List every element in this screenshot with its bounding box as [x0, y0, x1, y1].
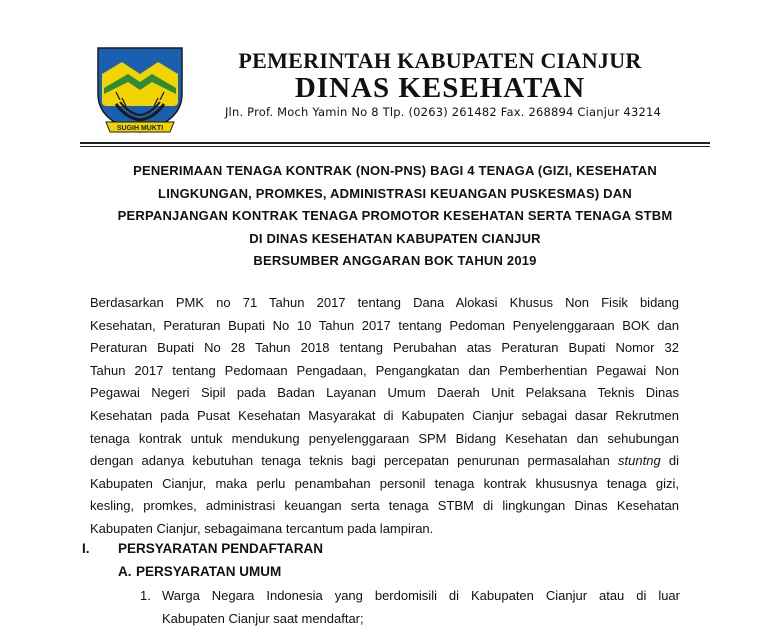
address-line: Jln. Prof. Moch Yamin No 8 Tlp. (0263) 261482 Fax. 268894 Cianjur 43214 — [224, 105, 662, 119]
section-heading — [82, 541, 323, 556]
letterhead-divider-thin — [80, 146, 710, 147]
list-item-line: Kabupaten Cianjur saat mendaftar; — [162, 610, 364, 626]
title-line: PENERIMAAN TENAGA KONTRAK (NON-PNS) BAGI 4 TENAGA (GIZI, KESEHATAN — [133, 163, 657, 178]
title-line: LINGKUNGAN, PROMKES, ADMINISTRASI KEUANGAN PUSKESMAS) DAN — [158, 185, 632, 201]
paragraph-line: Pegawai Negeri Sipil pada Badan Layanan Umum Daerah Unit Pelaksana Teknis Dinas — [90, 385, 679, 401]
paragraph-line: Kabupaten Cianjur, maka perlu penambahan personil tenaga kontrak khususnya tenaga gizi, — [90, 475, 679, 491]
organization-name: PEMERINTAH KABUPATEN CIANJUR — [238, 48, 642, 73]
italic-term: stuntng — [618, 453, 661, 469]
paragraph-line-tail: di — [668, 453, 679, 469]
subsection-heading — [118, 564, 281, 579]
paragraph-line: tenaga kontrak untuk mendukung penyelenggaraan SPM Bidang Kesehatan dan sehubungan — [90, 430, 679, 446]
title-line: PERPANJANGAN KONTRAK TENAGA PROMOTOR KESEHATAN SERTA TENAGA STBM — [117, 208, 673, 223]
paragraph-line: Peraturan Bupati No 28 Tahun 2018 tentang Perubahan atas Peraturan Bupati Nomor 32 — [90, 340, 679, 356]
title-line: BERSUMBER ANGGARAN BOK TAHUN 2019 — [253, 253, 537, 268]
department-name: DINAS KESEHATAN — [294, 72, 586, 104]
list-item — [140, 585, 680, 630]
paragraph-line: Kesehatan, Peraturan Bupati No 10 Tahun 2017 tentang Pedoman Penyelenggaraan BOK dan — [90, 317, 679, 333]
list-item-number: 1. — [140, 588, 151, 603]
document-title — [80, 160, 710, 273]
paragraph-line-with-italic — [90, 450, 679, 473]
paragraph-line: Kesehatan pada Pusat Kesehatan Masyarakat di Kabupaten Cianjur sebagai dasar Rekrutmen — [90, 407, 679, 423]
subsection-label: PERSYARATAN UMUM — [136, 564, 282, 579]
list-item-line: Warga Negara Indonesia yang berdomisili di Kabupaten Cianjur atau di luar — [162, 588, 680, 603]
paragraph-line: Berdasarkan PMK no 71 Tahun 2017 tentang Dana Alokasi Khusus Non Fisik bidang — [90, 295, 679, 310]
section-number: I. — [82, 541, 90, 556]
logo-motto-text: SUGIH MUKTI — [116, 125, 164, 132]
section-label: PERSYARATAN PENDAFTARAN — [118, 541, 324, 556]
subsection-number: A. — [118, 564, 132, 579]
paragraph-line-text: dengan adanya kebutuhan tenaga teknis bagi percepatan penurunan permasalahan — [90, 453, 610, 469]
title-line: DI DINAS KESEHATAN KABUPATEN CIANJUR — [249, 230, 541, 246]
paragraph-line: kesling, promkes, administrasi keuangan serta tenaga STBM di lingkungan Dinas Kesehatan — [90, 498, 679, 514]
cianjur-crest-logo — [92, 44, 188, 134]
letterhead-divider-thick — [80, 142, 710, 144]
intro-paragraph — [90, 292, 679, 541]
paragraph-line: Kabupaten Cianjur, sebagaimana tercantum pada lampiran. — [90, 520, 434, 536]
paragraph-line: Tahun 2017 tentang Pedomaan Pengadaan, Pengangkatan dan Pemberhentian Pegawai Non — [90, 362, 679, 378]
